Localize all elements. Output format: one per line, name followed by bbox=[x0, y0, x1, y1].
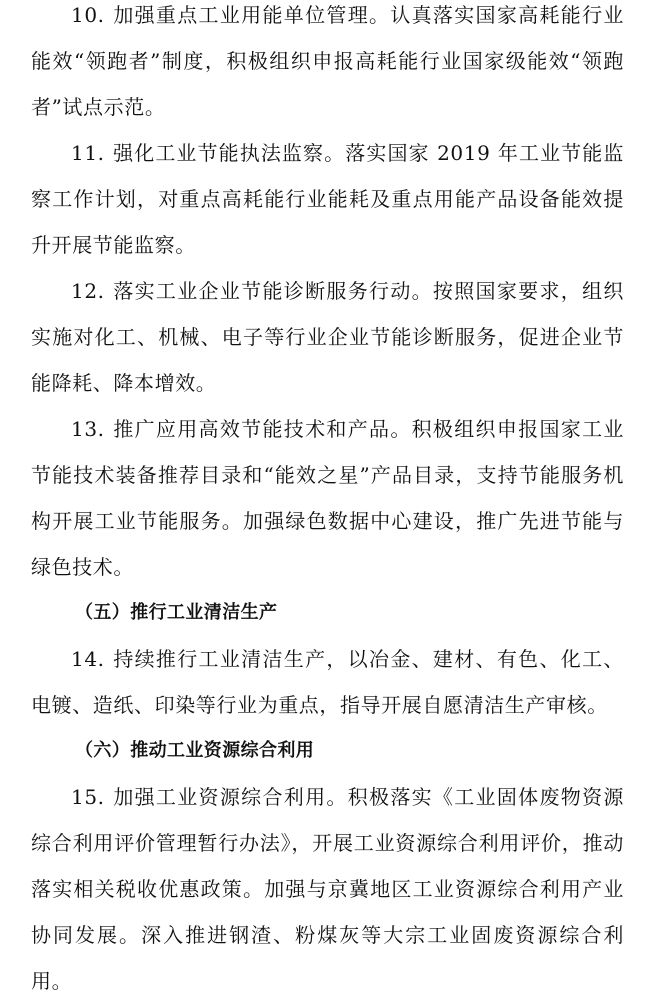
item-number: 14. bbox=[71, 647, 105, 671]
paragraph-item-14 bbox=[31, 636, 624, 728]
section-heading-6: （六）推动工业资源综合利用 bbox=[75, 740, 315, 761]
item-number: 12. bbox=[71, 279, 105, 303]
item-text: 落实工业企业节能诊断服务行动。按照国家要求，组织实施对化工、机械、电子等行业企业节能诊断服务，促进企业节能降耗、降本增效。 bbox=[31, 279, 624, 395]
item-number: 11. bbox=[71, 141, 105, 165]
paragraph-item-10 bbox=[31, 0, 624, 130]
item-number: 10. bbox=[71, 3, 105, 27]
item-text: 持续推行工业清洁生产，以冶金、建材、有色、化工、电镀、造纸、印染等行业为重点，指导开展自愿清洁生产审核。 bbox=[31, 647, 624, 717]
paragraph-item-13 bbox=[31, 406, 624, 590]
item-text: 加强重点工业用能单位管理。认真落实国家高耗能行业能效“领跑者”制度，积极组织申报高耗能行业国家级能效“领跑者”试点示范。 bbox=[31, 3, 624, 119]
item-number: 15. bbox=[71, 785, 105, 809]
paragraph-item-12 bbox=[31, 268, 624, 406]
item-text: 加强工业资源综合利用。积极落实《工业固体废物资源综合利用评价管理暂行办法》，开展工业资源综合利用评价，推动落实相关税收优惠政策。加强与京冀地区工业资源综合利用产业协同发展。深入推进钢渣、粉煤灰等大宗工业固废资源综合利用。 bbox=[31, 785, 624, 993]
item-text: 推广应用高效节能技术和产品。积极组织申报国家工业节能技术装备推荐目录和“能效之星”产品目录，支持节能服务机构开展工业节能服务。加强绿色数据中心建设，推广先进节能与绿色技术。 bbox=[31, 417, 624, 579]
section-heading-5: （五）推行工业清洁生产 bbox=[75, 602, 278, 623]
item-number: 13. bbox=[71, 417, 105, 441]
item-text: 强化工业节能执法监察。落实国家 2019 年工业节能监察工作计划，对重点高耗能行业能耗及重点用能产品设备能效提升开展节能监察。 bbox=[31, 141, 624, 257]
paragraph-item-15 bbox=[31, 774, 624, 1004]
paragraph-item-11 bbox=[31, 130, 624, 268]
